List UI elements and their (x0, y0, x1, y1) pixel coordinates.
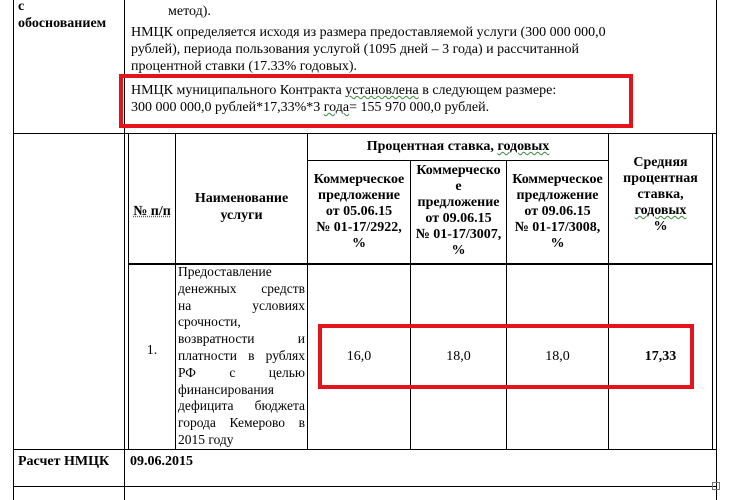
values-highlight-box (318, 324, 694, 389)
section-divider-top (13, 133, 717, 134)
table-left-border (128, 133, 129, 449)
group-header-divider (307, 160, 608, 161)
footer-date: 09.06.2015 (130, 454, 193, 469)
table-col1-border (175, 133, 176, 449)
header-average: Средняя процентная ставка, годовых % (623, 155, 698, 234)
justification-label-line: обоснованием (18, 16, 107, 31)
row-value-offer-3: 18,0 (545, 349, 570, 364)
footer-label: Расчет НМЦК (18, 454, 110, 469)
header-rate-group: Процентная ставка, годовых (366, 139, 550, 154)
highlight-line: 300 000 000,0 рублей*17,33%*3 года= 155 970 000,0 рублей. (131, 100, 490, 115)
justification-label-line: с (18, 0, 25, 14)
section-divider-bottom (13, 486, 717, 487)
table-right-border (712, 133, 713, 449)
justification-line: НМЦК определяется исходя из размера предоставляемой услуги (300 000 000,0 (131, 25, 606, 40)
row-service: Предоставление денежных средств на условиях срочности, возвратности и платности в рублях РФ с целью финансирования дефицита бюджета города Кемерово в 2015 году (178, 264, 305, 447)
method-text: метод). (168, 4, 211, 19)
row-number: 1. (146, 343, 158, 358)
header-offer-1: Коммерческое предложение от 05.06.15 № 01-17/2922, % (313, 172, 405, 251)
row-value-average: 17,33 (644, 349, 677, 364)
highlight-line: НМЦК муниципального Контракта установлена в следующем размере: (131, 83, 557, 98)
justification-paragraph (131, 24, 711, 75)
header-number: № п/п (133, 204, 171, 219)
header-service: Наименование услуги (194, 191, 289, 223)
formula-highlight-box (119, 74, 633, 128)
header-offer-3: Коммерческое предложение от 09.06.15 № 01-17/3008, % (512, 172, 603, 251)
resize-corner-marker (712, 482, 720, 490)
justification-label (18, 0, 123, 32)
header-offer-2: Коммерческо е предложение от 09.06.15 № 01-17/3007, % (415, 163, 502, 258)
section-divider-footer (13, 449, 717, 450)
highlight-word-established: установлена (345, 83, 419, 98)
row-value-offer-2: 18,0 (446, 349, 471, 364)
justification-line: процентной ставки (17.33% годовых). (131, 59, 358, 74)
justification-line: рублей), периода пользования услугой (1095 дней – 3 года) и рассчитанной (131, 42, 580, 57)
outer-right-border (716, 0, 717, 500)
row-value-offer-1: 16,0 (346, 349, 372, 364)
outer-left-border (13, 0, 14, 500)
highlight-word-years: года (323, 100, 350, 115)
